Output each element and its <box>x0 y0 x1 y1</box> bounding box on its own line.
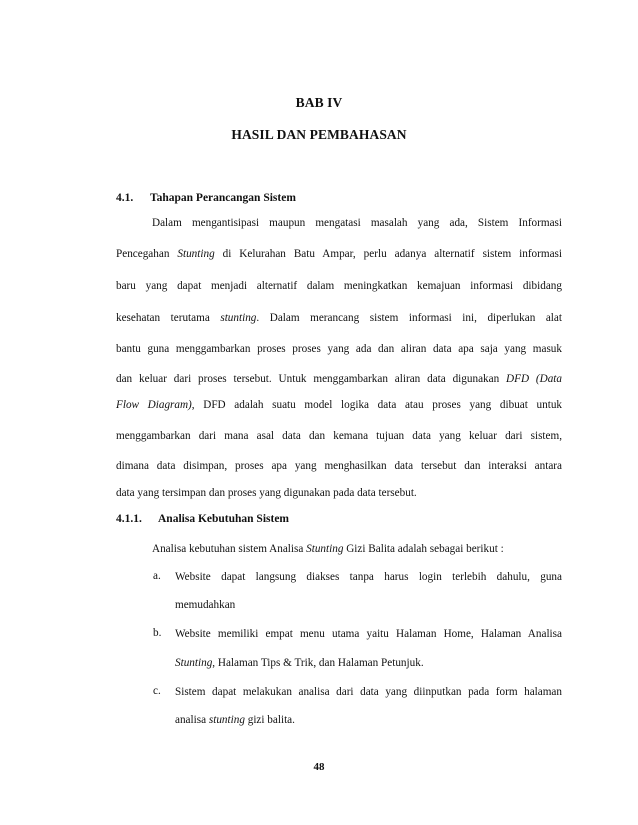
paragraph-line: kesehatan terutama stunting. Dalam merancang sistem informasi ini, diperlukan alat <box>116 312 562 324</box>
section-intro: Analisa kebutuhan sistem Analisa Stunting Gizi Balita adalah sebagai berikut : <box>152 543 504 555</box>
section-title: Analisa Kebutuhan Sistem <box>158 513 290 525</box>
paragraph-line: dan keluar dari proses tersebut. Untuk menggambarkan aliran data digunakan DFD (Data <box>116 373 562 385</box>
chapter-title: HASIL DAN PEMBAHASAN <box>231 127 407 142</box>
list-item-line: Sistem dapat melakukan analisa dari data yang diinputkan pada form halaman <box>175 686 562 698</box>
chapter-label: BAB IV <box>295 95 343 110</box>
paragraph-line: Pencegahan Stunting di Kelurahan Batu Ampar, perlu adanya alternatif sistem informasi <box>116 248 562 260</box>
list-item-line: memudahkan <box>175 599 236 611</box>
list-item-letter: a. <box>153 570 161 582</box>
section-number: 4.1. <box>116 192 134 204</box>
paragraph-line: baru yang dapat menjadi alternatif dalam meningkatkan kemajuan informasi dibidang <box>116 280 562 292</box>
list-item-line: Website dapat langsung diakses tanpa harus login terlebih dahulu, guna <box>175 571 562 583</box>
list-item-line: Stunting, Halaman Tips & Trik, dan Halaman Petunjuk. <box>175 657 424 669</box>
paragraph-line: Flow Diagram), DFD adalah suatu model logika data atau proses yang dibuat untuk <box>116 399 563 411</box>
list-item-letter: b. <box>153 627 162 639</box>
section-number: 4.1.1. <box>116 513 142 525</box>
paragraph-line: data yang tersimpan dan proses yang digunakan pada data tersebut. <box>116 487 417 499</box>
list-item-letter: c. <box>153 685 161 697</box>
section-heading-4-1 <box>116 192 296 204</box>
paragraph-line: menggambarkan dari mana asal data dan kemana tujuan data yang keluar dari sistem, <box>116 430 562 442</box>
list-item-line: analisa stunting gizi balita. <box>175 714 295 726</box>
list-item-line: Website memiliki empat menu utama yaitu Halaman Home, Halaman Analisa <box>175 628 562 640</box>
paragraph-line: bantu guna menggambarkan proses proses yang ada dan aliran data apa saja yang masuk <box>116 343 562 355</box>
section-heading-4-1-1 <box>116 513 289 525</box>
page-number: 48 <box>313 761 325 773</box>
paragraph-line: dimana data disimpan, proses apa yang menghasilkan data tersebut dan interaksi antara <box>116 460 562 472</box>
paragraph-line: Dalam mengantisipasi maupun mengatasi masalah yang ada, Sistem Informasi <box>152 217 562 229</box>
section-title: Tahapan Perancangan Sistem <box>150 192 296 204</box>
